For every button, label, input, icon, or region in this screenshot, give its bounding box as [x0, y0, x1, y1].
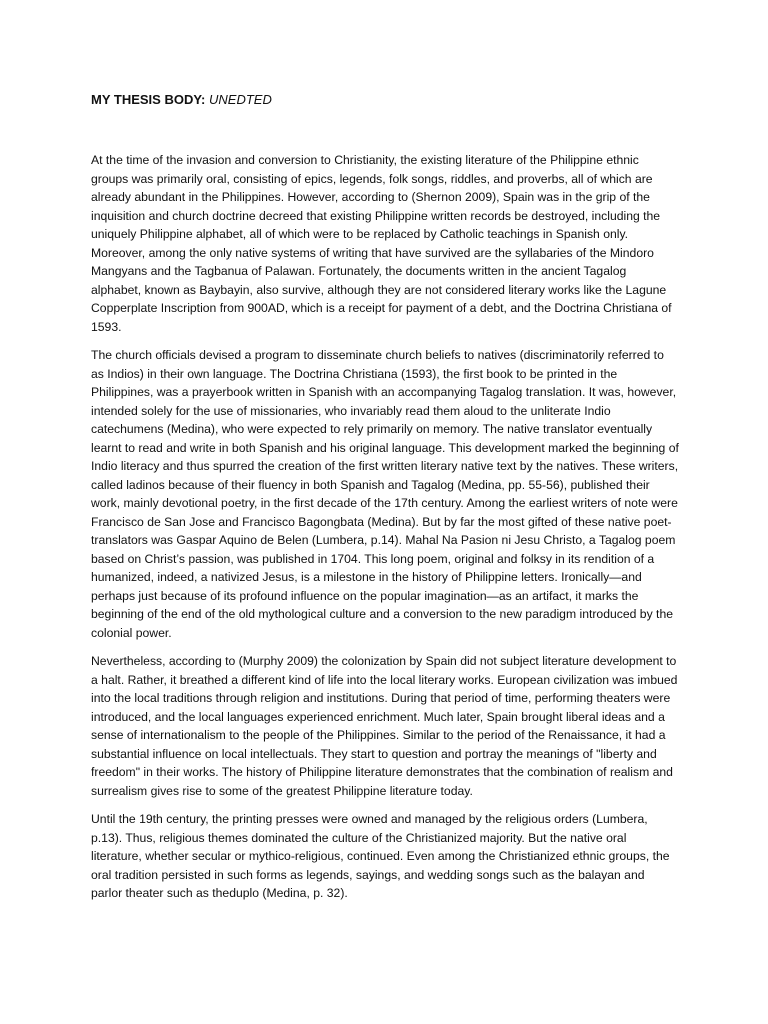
document-heading: [91, 91, 272, 109]
paragraph-2: The church officials devised a program to disseminate church beliefs to natives (discriminatorily referred to as Indios) in their own language. The Doctrina Christiana (1593), the first book to be printed in the Philippines, was a prayerbook written in Spanish with an accompanying Tagalog translation. It was, however, intended solely for the use of missionaries, who invariably read them aloud to the unliterate Indio catechumens (Medina), who were expected to rely primarily on memory. The native translator eventually learnt to read and write in both Spanish and his original language. This development marked the beginning of Indio literacy and thus spurred the creation of the first written literary native text by the natives. These writers, called ladinos because of their fluency in both Spanish and Tagalog (Medina, pp. 55-56), published their work, mainly devotional poetry, in the first decade of the 17th century. Among the earliest writers of note were Francisco de San Jose and Francisco Bagongbata (Medina). But by far the most gifted of these native poet-translators was Gaspar Aquino de Belen (Lumbera, p.14). Mahal Na Pasion ni Jesu Christo, a Tagalog poem based on Christ’s passion, was published in 1704. This long poem, original and folksy in its rendition of a humanized, indeed, a nativized Jesus, is a milestone in the history of Philippine letters. Ironically—and perhaps just because of its profound influence on the popular imagination—as an artifact, it marks the beginning of the end of the old mythological culture and a conversion to the new paradigm introduced by the colonial power.: [91, 348, 679, 640]
paragraph-4: Until the 19th century, the printing presses were owned and managed by the religious orders (Lumbera, p.13). Thus, religious themes dominated the culture of the Christianized majority. But the native oral literature, whether secular or mythico-religious, continued. Even among the Christianized ethnic groups, the oral tradition persisted in such forms as legends, sayings, and wedding songs such as the balayan and parlor theater such as theduplo (Medina, p. 32).: [91, 812, 670, 900]
paragraph-1: At the time of the invasion and conversion to Christianity, the existing literature of the Philippine ethnic groups was primarily oral, consisting of epics, legends, folk songs, riddles, and proverbs, all of which are already abundant in the Philippines. However, according to (Shernon 2009), Spain was in the grip of the inquisition and church doctrine decreed that existing Philippine written records be destroyed, including the uniquely Philippine alphabet, all of which were to be replaced by Catholic teachings in Spanish only. Moreover, among the only native systems of writing that have survived are the syllabaries of the Mindoro Mangyans and the Tagbanua of Palawan. Fortunately, the documents written in the ancient Tagalog alphabet, known as Baybayin, also survive, although they are not considered literary works like the Lagune Copperplate Inscription from 900AD, which is a receipt for payment of a debt, and the Doctrina Christiana of 1593.: [91, 153, 672, 334]
heading-subtitle: UNEDTED: [209, 92, 272, 107]
heading-label: MY THESIS BODY:: [91, 92, 206, 107]
document-body: [91, 151, 679, 913]
paragraph-3: Nevertheless, according to (Murphy 2009) the colonization by Spain did not subject literature development to a halt. Rather, it breathed a different kind of life into the local literary works. European civilization was imbued into the local traditions through religion and institutions. During that period of time, performing theaters were introduced, and the local languages experienced enrichment. Much later, Spain brought liberal ideas and a sense of internationalism to the people of the Philippines. Similar to the period of the Renaissance, it had a substantial influence on local intellectuals. They start to question and portray the meanings of "liberty and freedom" in their works. The history of Philippine literature demonstrates that the combination of realism and surrealism gives rise to some of the greatest Philippine literature today.: [91, 654, 678, 798]
